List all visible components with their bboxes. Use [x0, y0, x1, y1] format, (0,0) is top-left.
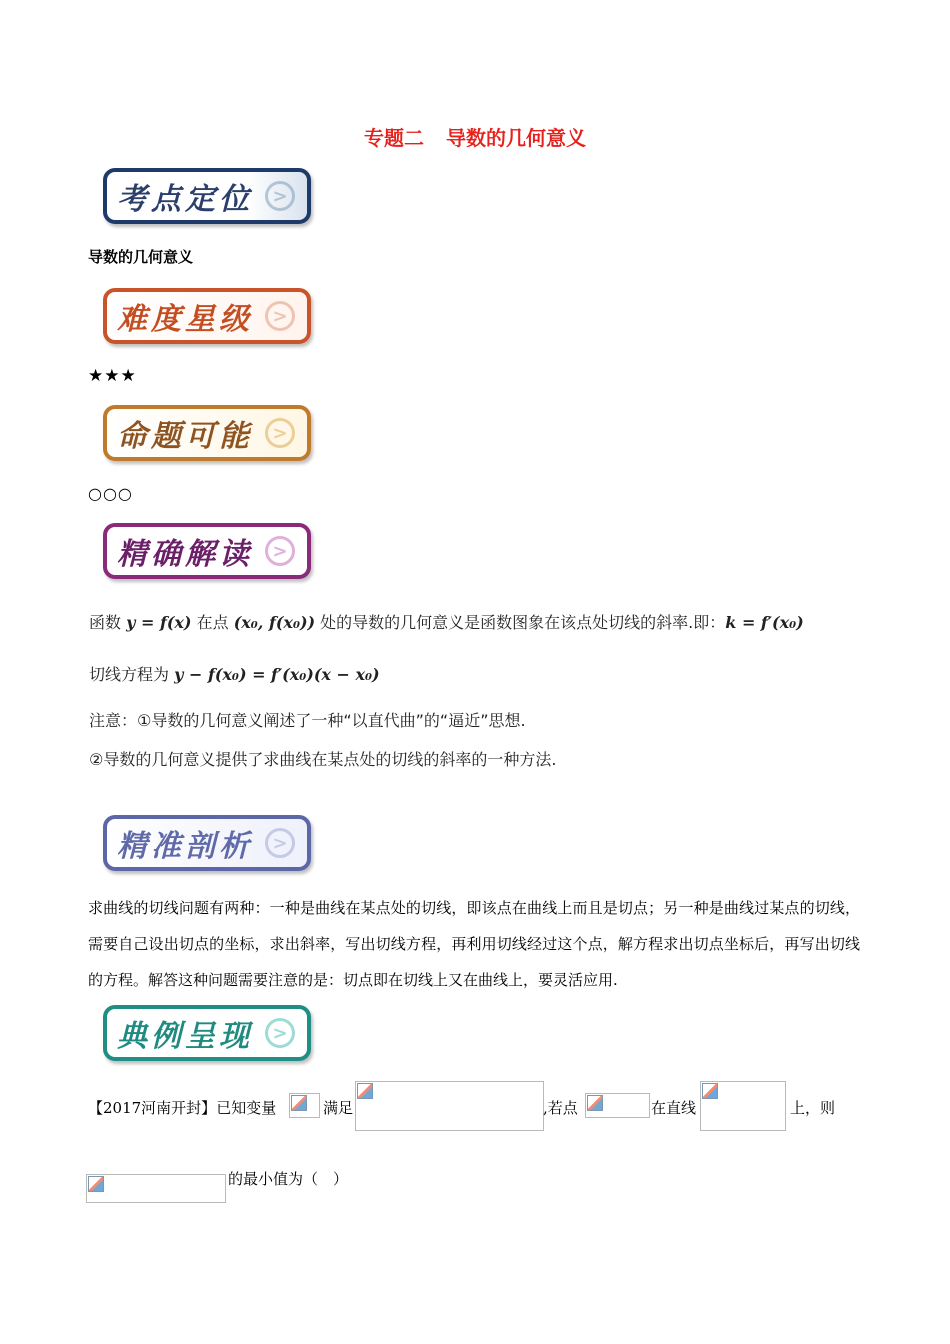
- text-segment: ,若点: [543, 1099, 578, 1117]
- banner-dianli: [103, 1005, 311, 1061]
- text-segment: 切线方程为: [89, 665, 175, 684]
- broken-image-icon: [700, 1081, 786, 1131]
- banner-jingque: [103, 523, 311, 579]
- title-part2: 导数的几何意义: [446, 126, 586, 150]
- example-source: [88, 1097, 276, 1118]
- formula-tangent-line: y − f(x₀) = f′(x₀)(x − x₀): [174, 665, 380, 684]
- banner-kaodian-label: 考点定位: [117, 182, 253, 217]
- formula-slope: k = f′(x₀): [725, 613, 804, 632]
- text-segment: 满足: [323, 1099, 354, 1117]
- text-segment: 的最小值为（ ）: [228, 1170, 349, 1188]
- formula-point: (x₀, f(x₀)): [233, 613, 316, 632]
- broken-image-icon: [289, 1093, 320, 1118]
- formula-function: y = f(x): [126, 613, 192, 632]
- text-segment: 已知变量: [216, 1099, 277, 1117]
- broken-image-icon: [355, 1081, 544, 1131]
- analysis-paragraph: 求曲线的切线问题有两种：一种是曲线在某点处的切线，即该点在曲线上而且是切点；另一种是曲线过某点的切线，需要自己设出切点的坐标，求出斜率，写出切线方程，再利用切线经过这个点，解方程求出切点坐标后，再写出切线的方程。解答这种问题需要注意的是：切点即在切线上又在曲线上，要灵活应用.: [88, 899, 860, 989]
- interpretation-note-2: ②导数的几何意义提供了求曲线在某点处的切线的斜率的一种方法.: [89, 750, 557, 769]
- text-segment: 在直线: [651, 1099, 697, 1117]
- banner-nandu: [103, 288, 311, 344]
- banner-jingzhun-label: 精准剖析: [117, 829, 253, 864]
- arrow-circle-icon: >: [265, 301, 295, 331]
- likelihood-circles: ○○○: [88, 484, 133, 503]
- title-part1: 专题二: [364, 126, 424, 150]
- banner-jingque-label: 精确解读: [117, 537, 253, 572]
- text-segment: 处的导数的几何意义是函数图象在该点处切线的斜率.即：: [315, 613, 726, 632]
- difficulty-stars: ★★★: [88, 366, 137, 386]
- banner-mingti-label: 命题可能: [117, 419, 253, 454]
- banner-dianli-label: 典例呈现: [117, 1019, 253, 1054]
- broken-image-icon: [585, 1093, 650, 1118]
- arrow-circle-icon: >: [265, 181, 295, 211]
- arrow-circle-icon: >: [265, 828, 295, 858]
- banner-kaodian: [103, 168, 311, 224]
- broken-image-icon: [86, 1174, 226, 1203]
- page-title: [0, 122, 950, 151]
- banner-nandu-label: 难度星级: [117, 302, 253, 337]
- arrow-circle-icon: >: [265, 536, 295, 566]
- kaodian-content: 导数的几何意义: [88, 248, 194, 266]
- interpretation-note-1: 注意：①导数的几何意义阐述了一种“以直代曲”的“逼近”思想.: [89, 711, 526, 730]
- interpretation-line-2: [89, 662, 380, 685]
- arrow-circle-icon: >: [265, 1018, 295, 1048]
- interpretation-line-1: [89, 610, 804, 633]
- banner-mingti: [103, 405, 311, 461]
- text-segment: 函数: [89, 613, 127, 632]
- arrow-circle-icon: >: [265, 418, 295, 448]
- banner-jingzhun: [103, 815, 311, 871]
- text-segment: 上，则: [790, 1099, 836, 1117]
- text-segment: 在点: [191, 613, 234, 632]
- example-source-label: 【2017河南开封】: [88, 1099, 217, 1117]
